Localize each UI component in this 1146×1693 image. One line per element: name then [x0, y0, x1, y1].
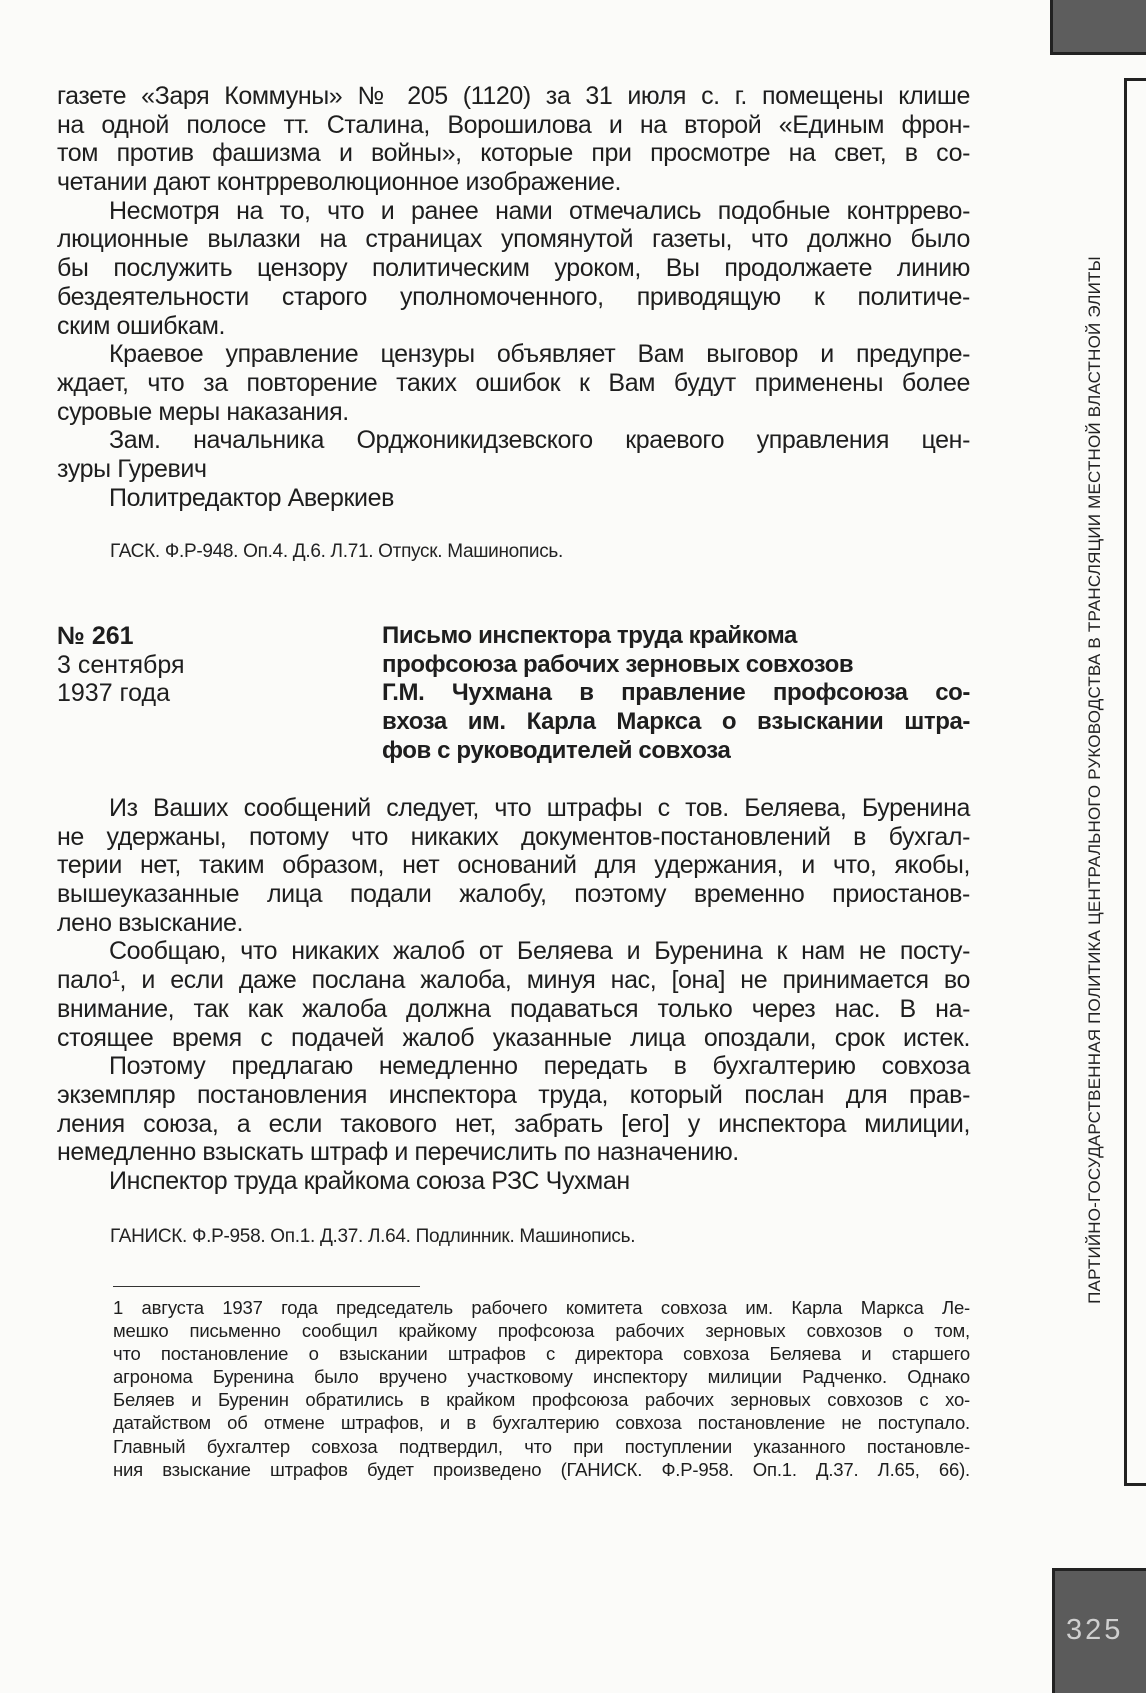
previous-document-text	[57, 82, 970, 512]
footnote-rule	[113, 1286, 420, 1287]
text-line: ским ошибкам.	[57, 311, 226, 340]
text-line: ления союза, а если такового нет, забрать [его] у инспектора милиции,	[57, 1109, 970, 1138]
document-header-left	[57, 622, 185, 708]
text-line: на одной полосе тт. Сталина, Ворошилова и на второй «Единым фрон-	[57, 110, 970, 139]
text-line: том против фашизма и войны», которые при просмотре на свет, в со-	[57, 139, 970, 168]
archive-source: ГАНИСК. Ф.Р-958. Оп.1. Д.37. Л.64. Подлинник. Машинопись.	[110, 1226, 636, 1247]
title-line: Письмо инспектора труда крайкома	[382, 622, 797, 649]
document-body	[57, 794, 970, 1196]
archive-source: ГАСК. Ф.Р-948. Оп.4. Д.6. Л.71. Отпуск. Машинопись.	[110, 541, 564, 562]
title-line: вхоза им. Карла Маркса о взыскании штра-	[382, 708, 970, 736]
text-line: ждает, что за повторение таких ошибок к Вам будут применены более	[57, 368, 970, 397]
document-number: № 261	[57, 622, 134, 650]
footnote-line: агронома Буренина было вручено участковому инспектору милиции Радченко. Однако	[113, 1366, 970, 1388]
text-line: терии нет, таким образом, нет оснований для удержания, и что, якобы,	[57, 851, 970, 880]
text-line: внимание, так как жалоба должна подаваться только через нас. В на-	[57, 994, 970, 1023]
text-line: немедленно взыскать штраф и перечислить по назначению.	[57, 1138, 739, 1167]
footnote-line: что постановление о взыскании штрафов с директора совхоза Беляева и старшего	[113, 1343, 970, 1365]
document-date-day: 3 сентября	[57, 650, 185, 679]
signature-line: Инспектор труда крайкома союза РЗС Чухман	[109, 1166, 630, 1195]
footnote-line: Беляев и Буренин обратились в крайком профсоюза рабочих зерновых совхозов с хо-	[113, 1389, 970, 1411]
footnote-line: 1 августа 1937 года председатель рабочего комитета совхоза им. Карла Маркса Ле-	[113, 1297, 970, 1318]
text-line: бы послужить цензору политическим уроком, Вы продолжаете линию	[57, 254, 970, 283]
text-line: люционные вылазки на страницах упомянутой газеты, что должно было	[57, 225, 970, 254]
text-line: Зам. начальника Орджоникидзевского краевого управления цен-	[109, 426, 970, 455]
text-line: Из Ваших сообщений следует, что штрафы с тов. Беляева, Буренина	[109, 794, 970, 822]
text-line: газете «Заря Коммуны» № 205 (1120) за 31 июля с. г. помещены клише	[57, 82, 970, 110]
text-line: Сообщаю, что никаких жалоб от Беляева и Буренина к нам не посту-	[109, 937, 970, 966]
title-line: профсоюза рабочих зерновых совхозов	[382, 650, 854, 678]
title-line: Г.М. Чухмана в правление профсоюза со-	[382, 679, 970, 707]
footnote-line: датайством об отмене штрафов, и в бухгалтерию совхоза постановление не поступало.	[113, 1412, 970, 1434]
text-line: суровые меры наказания.	[57, 397, 349, 426]
text-line: зуры Гуревич	[57, 454, 207, 483]
text-line: Несмотря на то, что и ранее нами отмечались подобные контррево-	[109, 196, 970, 225]
footnote-line: мешко письменно сообщил крайкому профсоюза рабочих зерновых совхозов о том,	[113, 1320, 970, 1342]
footnote-line: ния взыскание штрафов будет произведено (ГАНИСК. Ф.Р-958. Оп.1. Д.37. Л.65, 66).	[113, 1458, 970, 1480]
margin-frame	[1124, 78, 1146, 1486]
text-line: не удержаны, потому что никаких документов-постановлений в бухгал-	[57, 822, 970, 851]
document-title	[382, 622, 970, 765]
text-line: стоящее время с подачей жалоб указанные лица опоздали, срок истек.	[57, 1023, 970, 1052]
page-number: 325	[1066, 1614, 1124, 1646]
document-date-year: 1937 года	[57, 679, 170, 708]
running-header: ПАРТИЙНО-ГОСУДАРСТВЕННАЯ ПОЛИТИКА ЦЕНТРАЛЬНОГО РУКОВОДСТВА В ТРАНСЛЯЦИИ МЕСТНОЙ ВЛАСТНОЙ ЭЛИТЫ	[1085, 256, 1104, 1304]
text-line: экземпляр постановления инспектора труда, который послан для прав-	[57, 1080, 970, 1109]
text-line: Краевое управление цензуры объявляет Вам выговор и предупре-	[109, 340, 970, 369]
text-line: четании дают контрреволюционное изображение.	[57, 168, 622, 197]
text-line: лено взыскание.	[57, 908, 244, 937]
text-line: пало¹, и если даже послана жалоба, минуя нас, [она] не принимается во	[57, 966, 970, 995]
signature-line: Политредактор Аверкиев	[109, 483, 394, 512]
text-line: вышеуказанные лица подали жалобу, поэтому временно приостанов-	[57, 880, 970, 909]
footnote	[113, 1296, 970, 1481]
footnote-line: Главный бухгалтер совхоза подтвердил, что при поступлении указанного постановле-	[113, 1435, 970, 1457]
title-line: фов с руководителей совхоза	[382, 736, 731, 764]
text-line: бездеятельности старого уполномоченного, приводящую к политиче-	[57, 282, 970, 311]
text-line: Поэтому предлагаю немедленно передать в бухгалтерию совхоза	[109, 1052, 970, 1081]
corner-tab	[1050, 0, 1146, 55]
